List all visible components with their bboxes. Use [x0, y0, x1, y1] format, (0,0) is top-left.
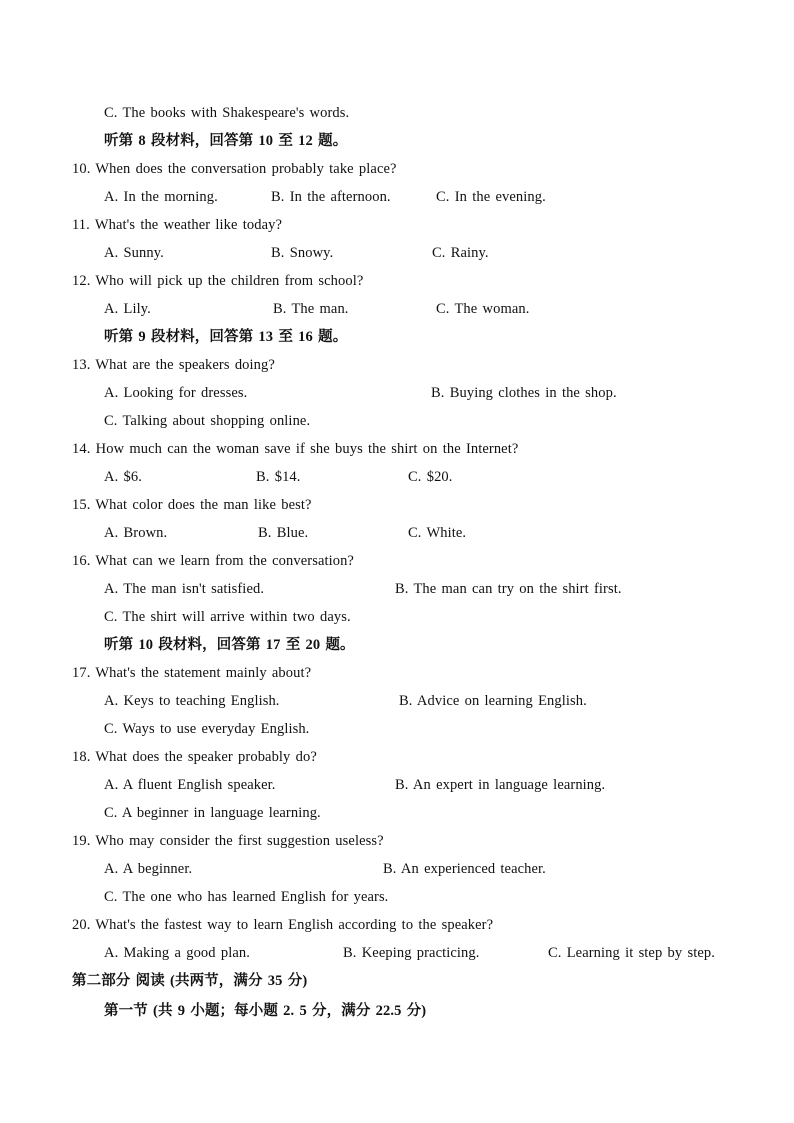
- part-two-heading: 第二部分 阅读 (共两节，满分 35 分): [72, 973, 308, 989]
- q14-option-b: B. $14.: [256, 469, 301, 485]
- q12-option-b: B. The man.: [273, 301, 349, 317]
- q12-option-c: C. The woman.: [436, 301, 530, 317]
- q15-option-a: A. Brown.: [104, 525, 168, 541]
- question-14: 14. How much can the woman save if she buys the shirt on the Internet?: [72, 441, 519, 457]
- q20-option-c: C. Learning it step by step.: [548, 945, 715, 961]
- q19-option-c: C. The one who has learned English for years.: [104, 889, 389, 905]
- section-8-heading: 听第 8 段材料，回答第 10 至 12 题。: [104, 133, 348, 149]
- question-18: 18. What does the speaker probably do?: [72, 749, 317, 765]
- q11-option-c: C. Rainy.: [432, 245, 489, 261]
- q16-option-a: A. The man isn't satisfied.: [104, 581, 265, 597]
- q18-option-b: B. An expert in language learning.: [395, 777, 606, 793]
- q10-option-b: B. In the afternoon.: [271, 189, 391, 205]
- q11-option-a: A. Sunny.: [104, 245, 164, 261]
- q18-option-c: C. A beginner in language learning.: [104, 805, 321, 821]
- q15-option-c: C. White.: [408, 525, 467, 541]
- q10-option-a: A. In the morning.: [104, 189, 218, 205]
- q10-option-c: C. In the evening.: [436, 189, 546, 205]
- q13-option-c: C. Talking about shopping online.: [104, 413, 311, 429]
- q19-option-a: A. A beginner.: [104, 861, 193, 877]
- q15-option-b: B. Blue.: [258, 525, 309, 541]
- q19-option-b: B. An experienced teacher.: [383, 861, 546, 877]
- q17-option-b: B. Advice on learning English.: [399, 693, 587, 709]
- q13-option-a: A. Looking for dresses.: [104, 385, 248, 401]
- q12-option-a: A. Lily.: [104, 301, 151, 317]
- question-17: 17. What's the statement mainly about?: [72, 665, 312, 681]
- q17-option-c: C. Ways to use everyday English.: [104, 721, 310, 737]
- question-16: 16. What can we learn from the conversation?: [72, 553, 354, 569]
- question-20: 20. What's the fastest way to learn English according to the speaker?: [72, 917, 494, 933]
- question-10: 10. When does the conversation probably take place?: [72, 161, 397, 177]
- q17-option-a: A. Keys to teaching English.: [104, 693, 280, 709]
- question-13: 13. What are the speakers doing?: [72, 357, 275, 373]
- q16-option-b: B. The man can try on the shirt first.: [395, 581, 622, 597]
- section-9-heading: 听第 9 段材料，回答第 13 至 16 题。: [104, 329, 348, 345]
- q20-option-a: A. Making a good plan.: [104, 945, 250, 961]
- q18-option-a: A. A fluent English speaker.: [104, 777, 276, 793]
- q20-option-b: B. Keeping practicing.: [343, 945, 480, 961]
- question-11: 11. What's the weather like today?: [72, 217, 282, 233]
- q13-option-b: B. Buying clothes in the shop.: [431, 385, 617, 401]
- section-one-heading: 第一节 (共 9 小题；每小题 2. 5 分，满分 22.5 分): [104, 1003, 427, 1019]
- question-15: 15. What color does the man like best?: [72, 497, 312, 513]
- q14-option-a: A. $6.: [104, 469, 142, 485]
- section-10-heading: 听第 10 段材料，回答第 17 至 20 题。: [104, 637, 355, 653]
- question-12: 12. Who will pick up the children from school?: [72, 273, 364, 289]
- question-19: 19. Who may consider the first suggestion useless?: [72, 833, 384, 849]
- q14-option-c: C. $20.: [408, 469, 453, 485]
- q16-option-c: C. The shirt will arrive within two days.: [104, 609, 351, 625]
- q9-option-c: C. The books with Shakespeare's words.: [104, 105, 350, 121]
- q11-option-b: B. Snowy.: [271, 245, 334, 261]
